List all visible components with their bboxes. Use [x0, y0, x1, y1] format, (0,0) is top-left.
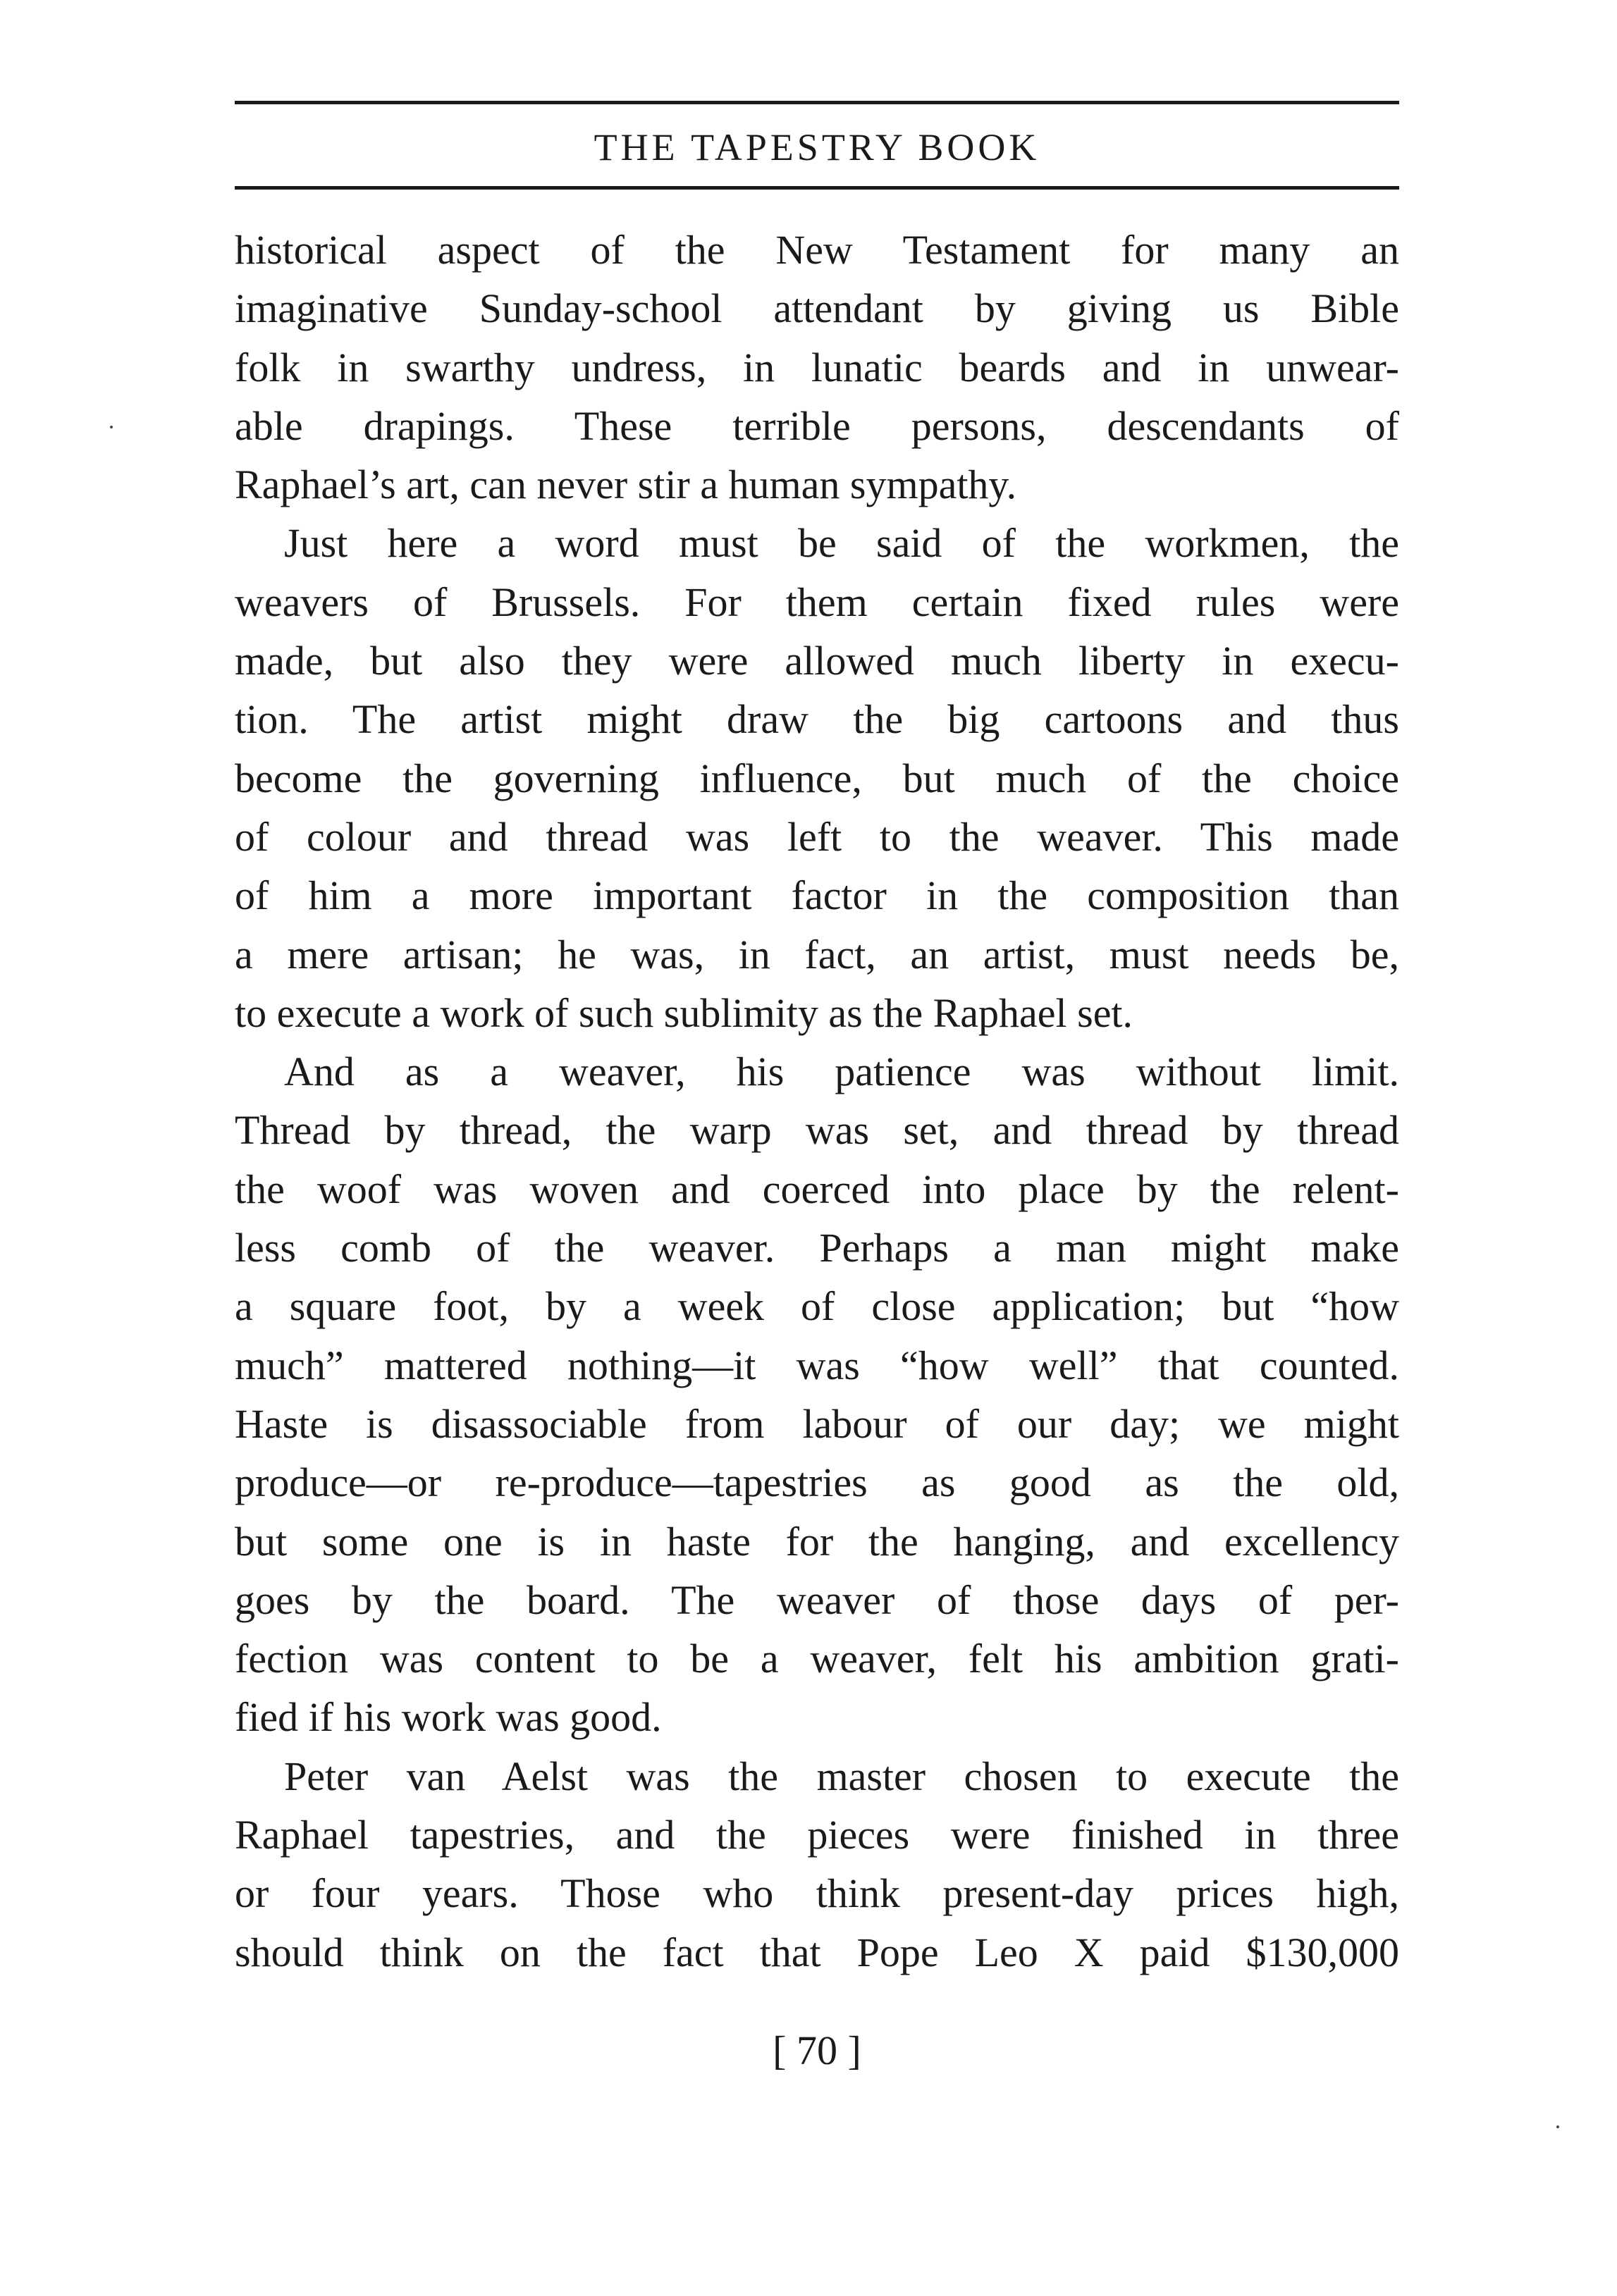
text-line: historical aspect of the New Testament for many an	[235, 227, 1399, 273]
running-head: THE TAPESTRY BOOK	[594, 126, 1040, 168]
header-rule-bottom	[235, 186, 1399, 190]
text-line: tion. The artist might draw the big cartoons and thus	[235, 696, 1399, 743]
text-line: goes by the board. The weaver of those days of per-	[235, 1576, 1399, 1623]
text-line: produce—or re-produce—tapestries as good as the old,	[235, 1459, 1399, 1506]
text-line: imaginative Sunday-school attendant by giving us Bible	[235, 285, 1399, 332]
scan-speck	[110, 426, 113, 428]
text-line: a mere artisan; he was, in fact, an artist, must needs be,	[235, 931, 1399, 977]
text-line: should think on the fact that Pope Leo X paid $130,000	[235, 1929, 1399, 1975]
paragraph	[235, 514, 1399, 1042]
text-line: or four years. Those who think present-day prices high,	[235, 1870, 1399, 1917]
text-line: become the governing influence, but much of the choice	[235, 755, 1399, 801]
paragraph	[235, 221, 1399, 514]
paragraph	[235, 1042, 1399, 1747]
text-line: fection was content to be a weaver, felt his ambition grati-	[235, 1636, 1399, 1682]
text-line: of him a more important factor in the composition than	[235, 872, 1399, 919]
text-line: a square foot, by a week of close application; but “how	[235, 1283, 1399, 1330]
text-line: of colour and thread was left to the weaver. This made	[235, 813, 1399, 860]
text-line: the woof was woven and coerced into place by the relent-	[235, 1166, 1399, 1212]
text-line: but some one is in haste for the hanging, and excellency	[235, 1518, 1399, 1564]
text-line: Peter van Aelst was the master chosen to execute the	[284, 1753, 1399, 1799]
body-text	[235, 221, 1399, 1982]
text-line: Haste is disassociable from labour of our day; we might	[235, 1400, 1399, 1447]
text-line: able drapings. These terrible persons, descendants of	[235, 402, 1399, 449]
text-line: Raphael tapestries, and the pieces were finished in three	[235, 1812, 1399, 1858]
text-line: much” mattered nothing—it was “how well” that counted.	[235, 1342, 1399, 1388]
text-line: weavers of Brussels. For them certain fixed rules were	[235, 579, 1399, 625]
text-line: Just here a word must be said of the workmen, the	[284, 520, 1399, 567]
page-number: [ 70 ]	[773, 2027, 861, 2073]
text-line: made, but also they were allowed much liberty in execu-	[235, 638, 1399, 684]
text-line: Raphael’s art, can never stir a human sympathy.	[235, 462, 1017, 508]
header-rule-top	[235, 101, 1399, 104]
text-line: And as a weaver, his patience was without limit.	[284, 1049, 1399, 1095]
text-line: fied if his work was good.	[235, 1694, 662, 1741]
text-line: folk in swarthy undress, in lunatic beards and in unwear-	[235, 344, 1399, 390]
text-line: to execute a work of such sublimity as the Raphael set.	[235, 989, 1133, 1036]
text-line: less comb of the weaver. Perhaps a man might make	[235, 1225, 1399, 1271]
paragraph	[235, 1747, 1399, 1982]
scan-speck	[1556, 2125, 1559, 2128]
text-line: Thread by thread, the warp was set, and thread by thread	[235, 1107, 1399, 1154]
